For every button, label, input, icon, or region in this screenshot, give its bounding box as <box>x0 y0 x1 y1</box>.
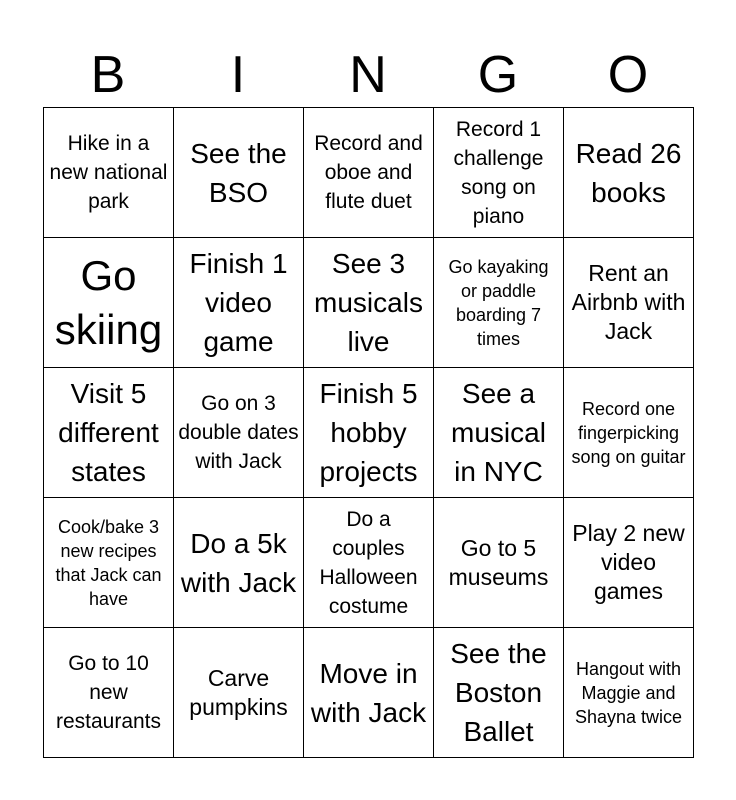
bingo-cell-text: See a musical in NYC <box>451 378 546 487</box>
bingo-cell[interactable] <box>434 238 564 368</box>
bingo-cell[interactable] <box>44 238 174 368</box>
bingo-cell-text: Record 1 challenge song on piano <box>453 117 544 228</box>
bingo-cell-text: Finish 1 video game <box>189 248 288 357</box>
bingo-cell[interactable] <box>434 498 564 628</box>
bingo-cell-text: See the BSO <box>190 137 287 208</box>
bingo-cell[interactable] <box>304 238 434 368</box>
bingo-cell-text: Do a 5k with Jack <box>180 527 297 598</box>
bingo-cell[interactable] <box>434 368 564 498</box>
bingo-cell-text: Carve pumpkins <box>189 664 288 720</box>
bingo-cell[interactable] <box>564 498 694 628</box>
header-letter-o: O <box>607 46 649 104</box>
bingo-cell[interactable] <box>174 368 304 498</box>
bingo-cell[interactable] <box>44 108 174 238</box>
bingo-cell-text: See the Boston Ballet <box>450 638 547 747</box>
bingo-cell[interactable] <box>304 368 434 498</box>
bingo-cell[interactable] <box>44 628 174 758</box>
header-letter-g: G <box>477 46 519 104</box>
bingo-cell-text: Finish 5 hobby projects <box>319 378 418 487</box>
bingo-header <box>43 42 693 108</box>
bingo-cell[interactable] <box>434 628 564 758</box>
bingo-cell[interactable] <box>174 108 304 238</box>
bingo-cell-text: Go kayaking or paddle boarding 7 times <box>448 256 549 349</box>
bingo-cell[interactable] <box>174 238 304 368</box>
bingo-cell-text: Move in with Jack <box>310 657 427 728</box>
bingo-cell-text: Go on 3 double dates with Jack <box>178 392 299 473</box>
header-letter-b: B <box>90 46 126 104</box>
bingo-cell-text: Record and oboe and flute duet <box>314 132 423 213</box>
bingo-cell-text: Rent an Airbnb with Jack <box>571 260 686 344</box>
bingo-cell[interactable] <box>564 628 694 758</box>
bingo-cell[interactable] <box>304 628 434 758</box>
bingo-cell[interactable] <box>44 498 174 628</box>
bingo-cell-text: Go to 10 new restaurants <box>55 652 162 733</box>
bingo-cell[interactable] <box>304 498 434 628</box>
bingo-cell[interactable] <box>564 368 694 498</box>
header-letter-n: N <box>349 46 387 104</box>
bingo-cell[interactable] <box>174 498 304 628</box>
bingo-cell-text: Go skiing <box>54 251 163 353</box>
bingo-cell[interactable] <box>174 628 304 758</box>
bingo-cell-text: Visit 5 different states <box>58 378 159 487</box>
bingo-cell-text: Go to 5 museums <box>448 534 549 590</box>
bingo-cell[interactable] <box>304 108 434 238</box>
bingo-cell[interactable] <box>564 108 694 238</box>
bingo-cell-text: Do a couples Halloween costume <box>319 507 418 618</box>
header-letter-i: I <box>230 46 246 104</box>
bingo-cell-text: Cook/bake 3 new recipes that Jack can have <box>55 516 162 609</box>
bingo-cell-text: Record one fingerpicking song on guitar <box>571 398 686 467</box>
bingo-cell-text: Play 2 new video games <box>572 520 685 604</box>
bingo-cell-text: Hangout with Maggie and Shayna twice <box>574 658 683 727</box>
bingo-cell-text: See 3 musicals live <box>314 248 423 357</box>
bingo-cell[interactable] <box>564 238 694 368</box>
bingo-cell-text: Read 26 books <box>575 137 682 208</box>
bingo-cell[interactable] <box>44 368 174 498</box>
bingo-cell[interactable] <box>434 108 564 238</box>
bingo-grid <box>43 107 694 758</box>
bingo-cell-text: Hike in a new national park <box>49 132 168 213</box>
